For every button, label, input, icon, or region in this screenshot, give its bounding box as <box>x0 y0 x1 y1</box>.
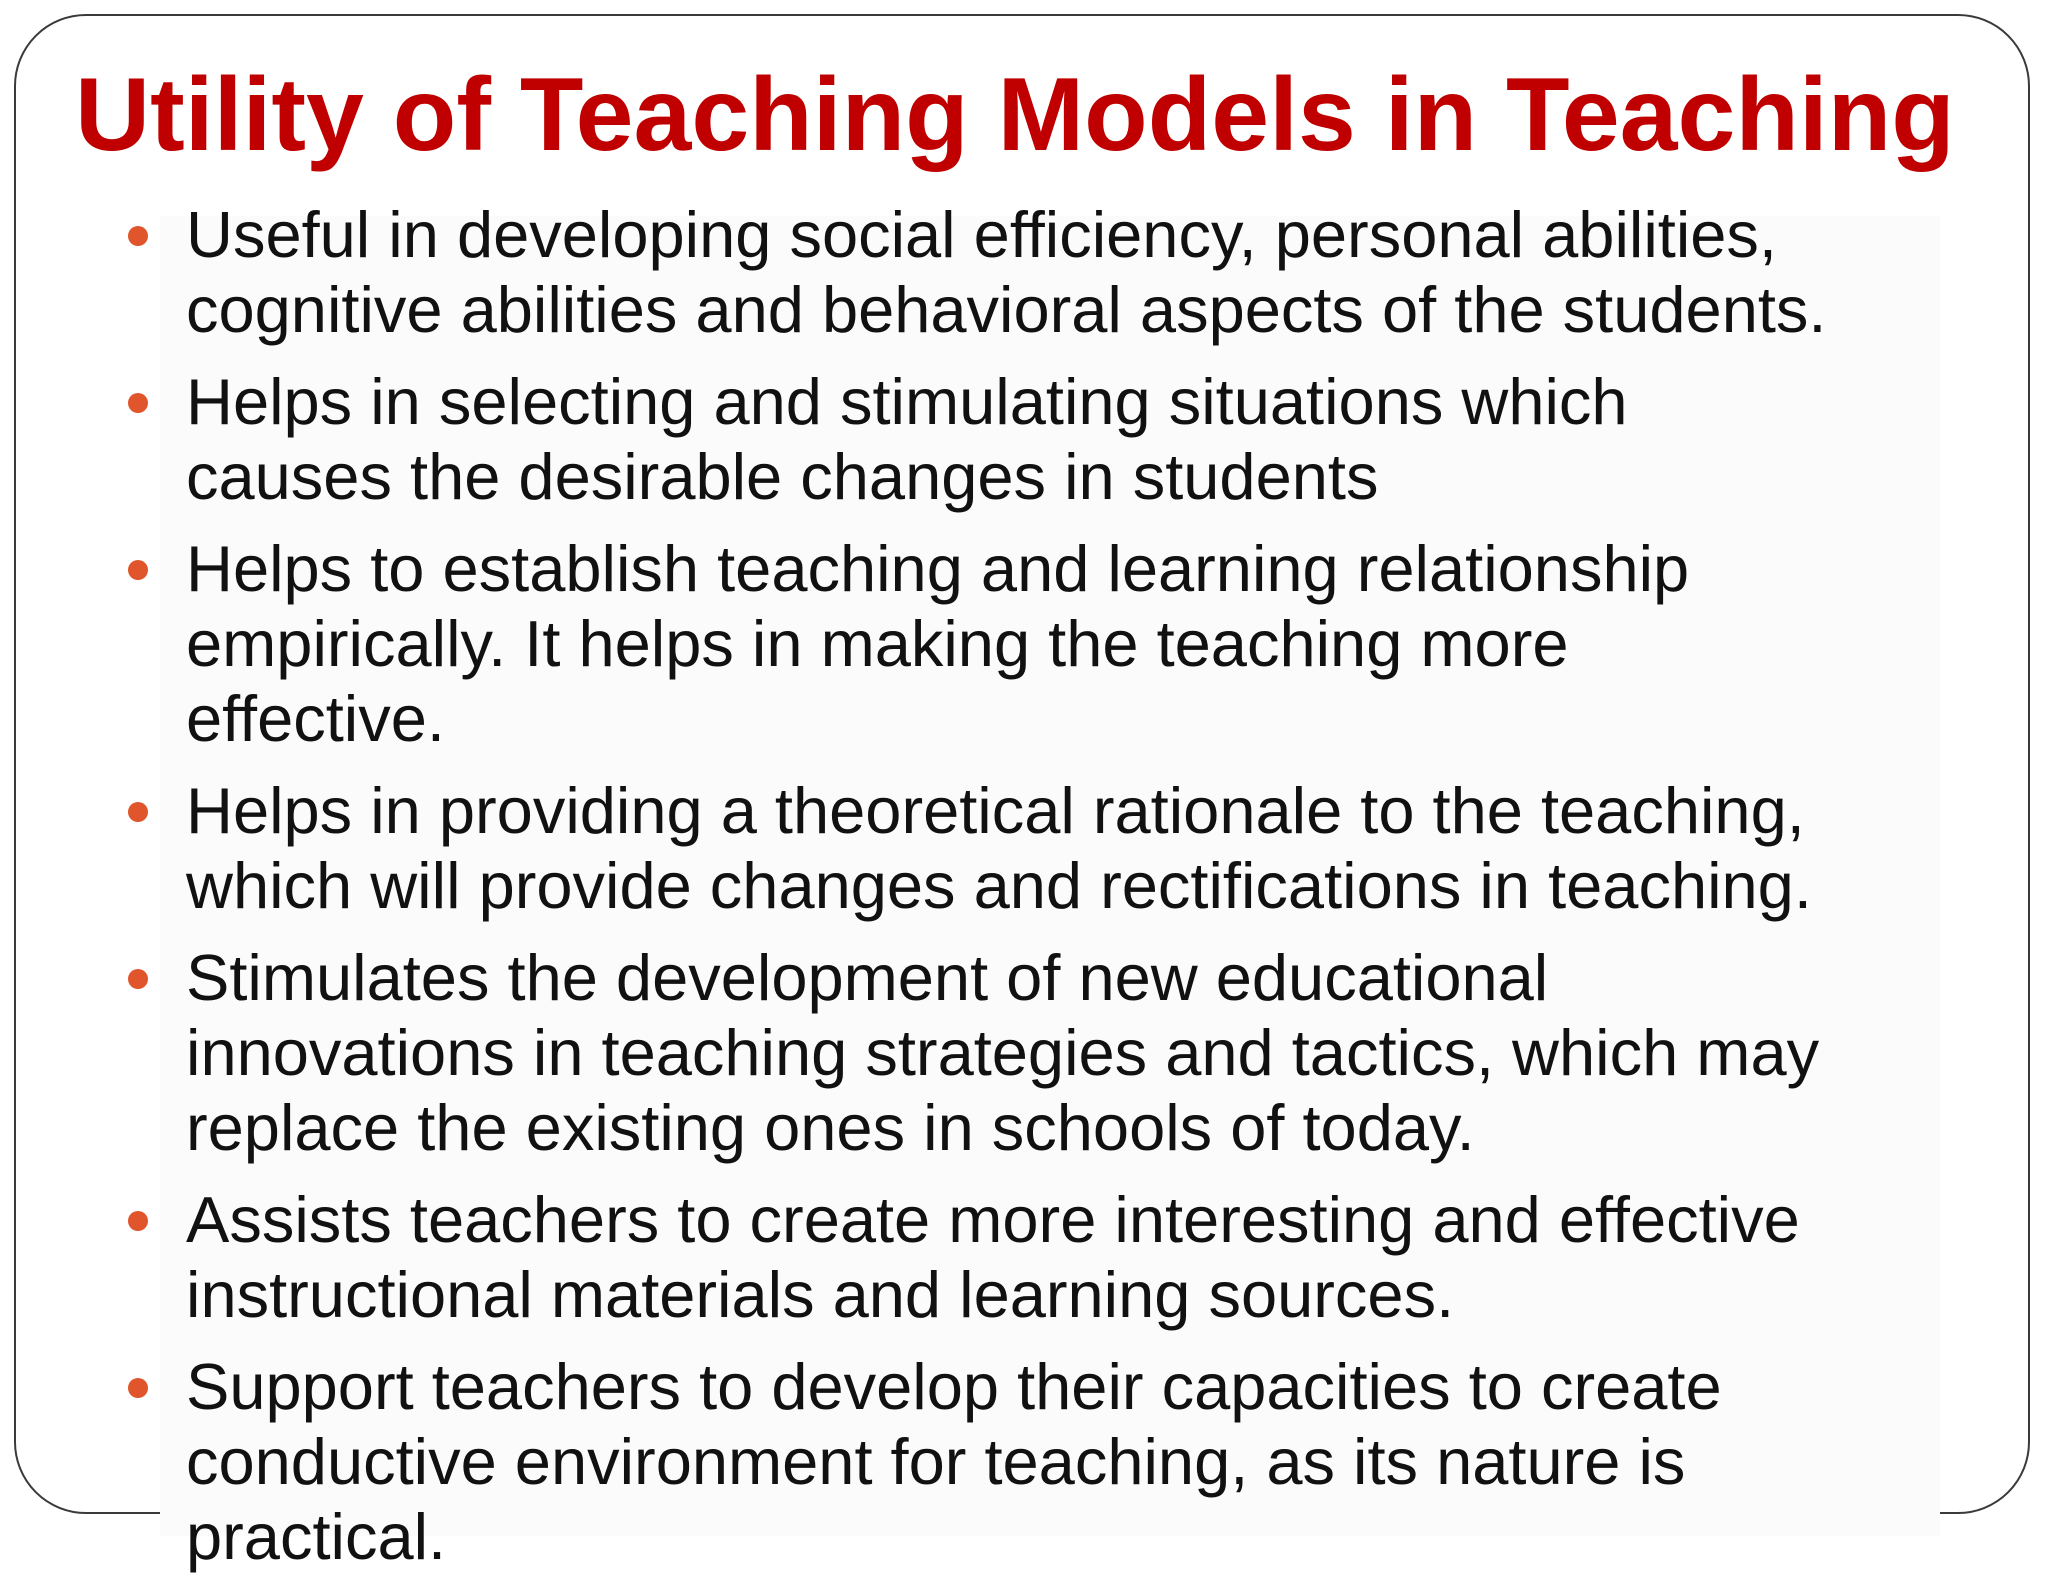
bullet-line: Useful in developing social efficiency, personal abilities, <box>186 198 1777 271</box>
bullet-line: Helps in providing a theoretical rationale to the teaching, <box>186 774 1805 847</box>
slide-title: Utility of Teaching Models in Teaching <box>75 57 1955 173</box>
bullet-line: which will provide changes and rectifications in teaching. <box>186 849 1812 922</box>
bullet-line: Support teachers to develop their capacities to create <box>186 1350 1722 1423</box>
bullet-line: causes the desirable changes in students <box>186 440 1379 513</box>
bullet-item <box>128 940 1988 1165</box>
bullet-item <box>128 1349 1988 1574</box>
bullet-marker-icon <box>128 969 148 989</box>
bullet-list <box>128 197 1988 1591</box>
bullet-line: innovations in teaching strategies and tactics, which may <box>186 1016 1820 1089</box>
bullet-item <box>128 531 1988 756</box>
bullet-line: Assists teachers to create more interesting and effective <box>186 1183 1800 1256</box>
bullet-marker-icon <box>128 226 148 246</box>
bullet-marker-icon <box>128 560 148 580</box>
bullet-line: Stimulates the development of new educational <box>186 941 1549 1014</box>
bullet-line: conductive environment for teaching, as its nature is <box>186 1425 1686 1498</box>
bullet-marker-icon <box>128 393 148 413</box>
bullet-line: practical. <box>186 1500 447 1573</box>
bullet-line: instructional materials and learning sources. <box>186 1258 1455 1331</box>
bullet-line: effective. <box>186 682 445 755</box>
bullet-line: Helps in selecting and stimulating situations which <box>186 365 1628 438</box>
bullet-line: empirically. It helps in making the teaching more <box>186 607 1569 680</box>
bullet-line: cognitive abilities and behavioral aspects of the students. <box>186 273 1827 346</box>
bullet-marker-icon <box>128 1378 148 1398</box>
bullet-item <box>128 197 1988 347</box>
bullet-marker-icon <box>128 1211 148 1231</box>
bullet-line: replace the existing ones in schools of today. <box>186 1091 1475 1164</box>
bullet-item <box>128 364 1988 514</box>
bullet-item <box>128 1182 1988 1332</box>
bullet-marker-icon <box>128 802 148 822</box>
bullet-line: Helps to establish teaching and learning relationship <box>186 532 1690 605</box>
bullet-item <box>128 773 1988 923</box>
